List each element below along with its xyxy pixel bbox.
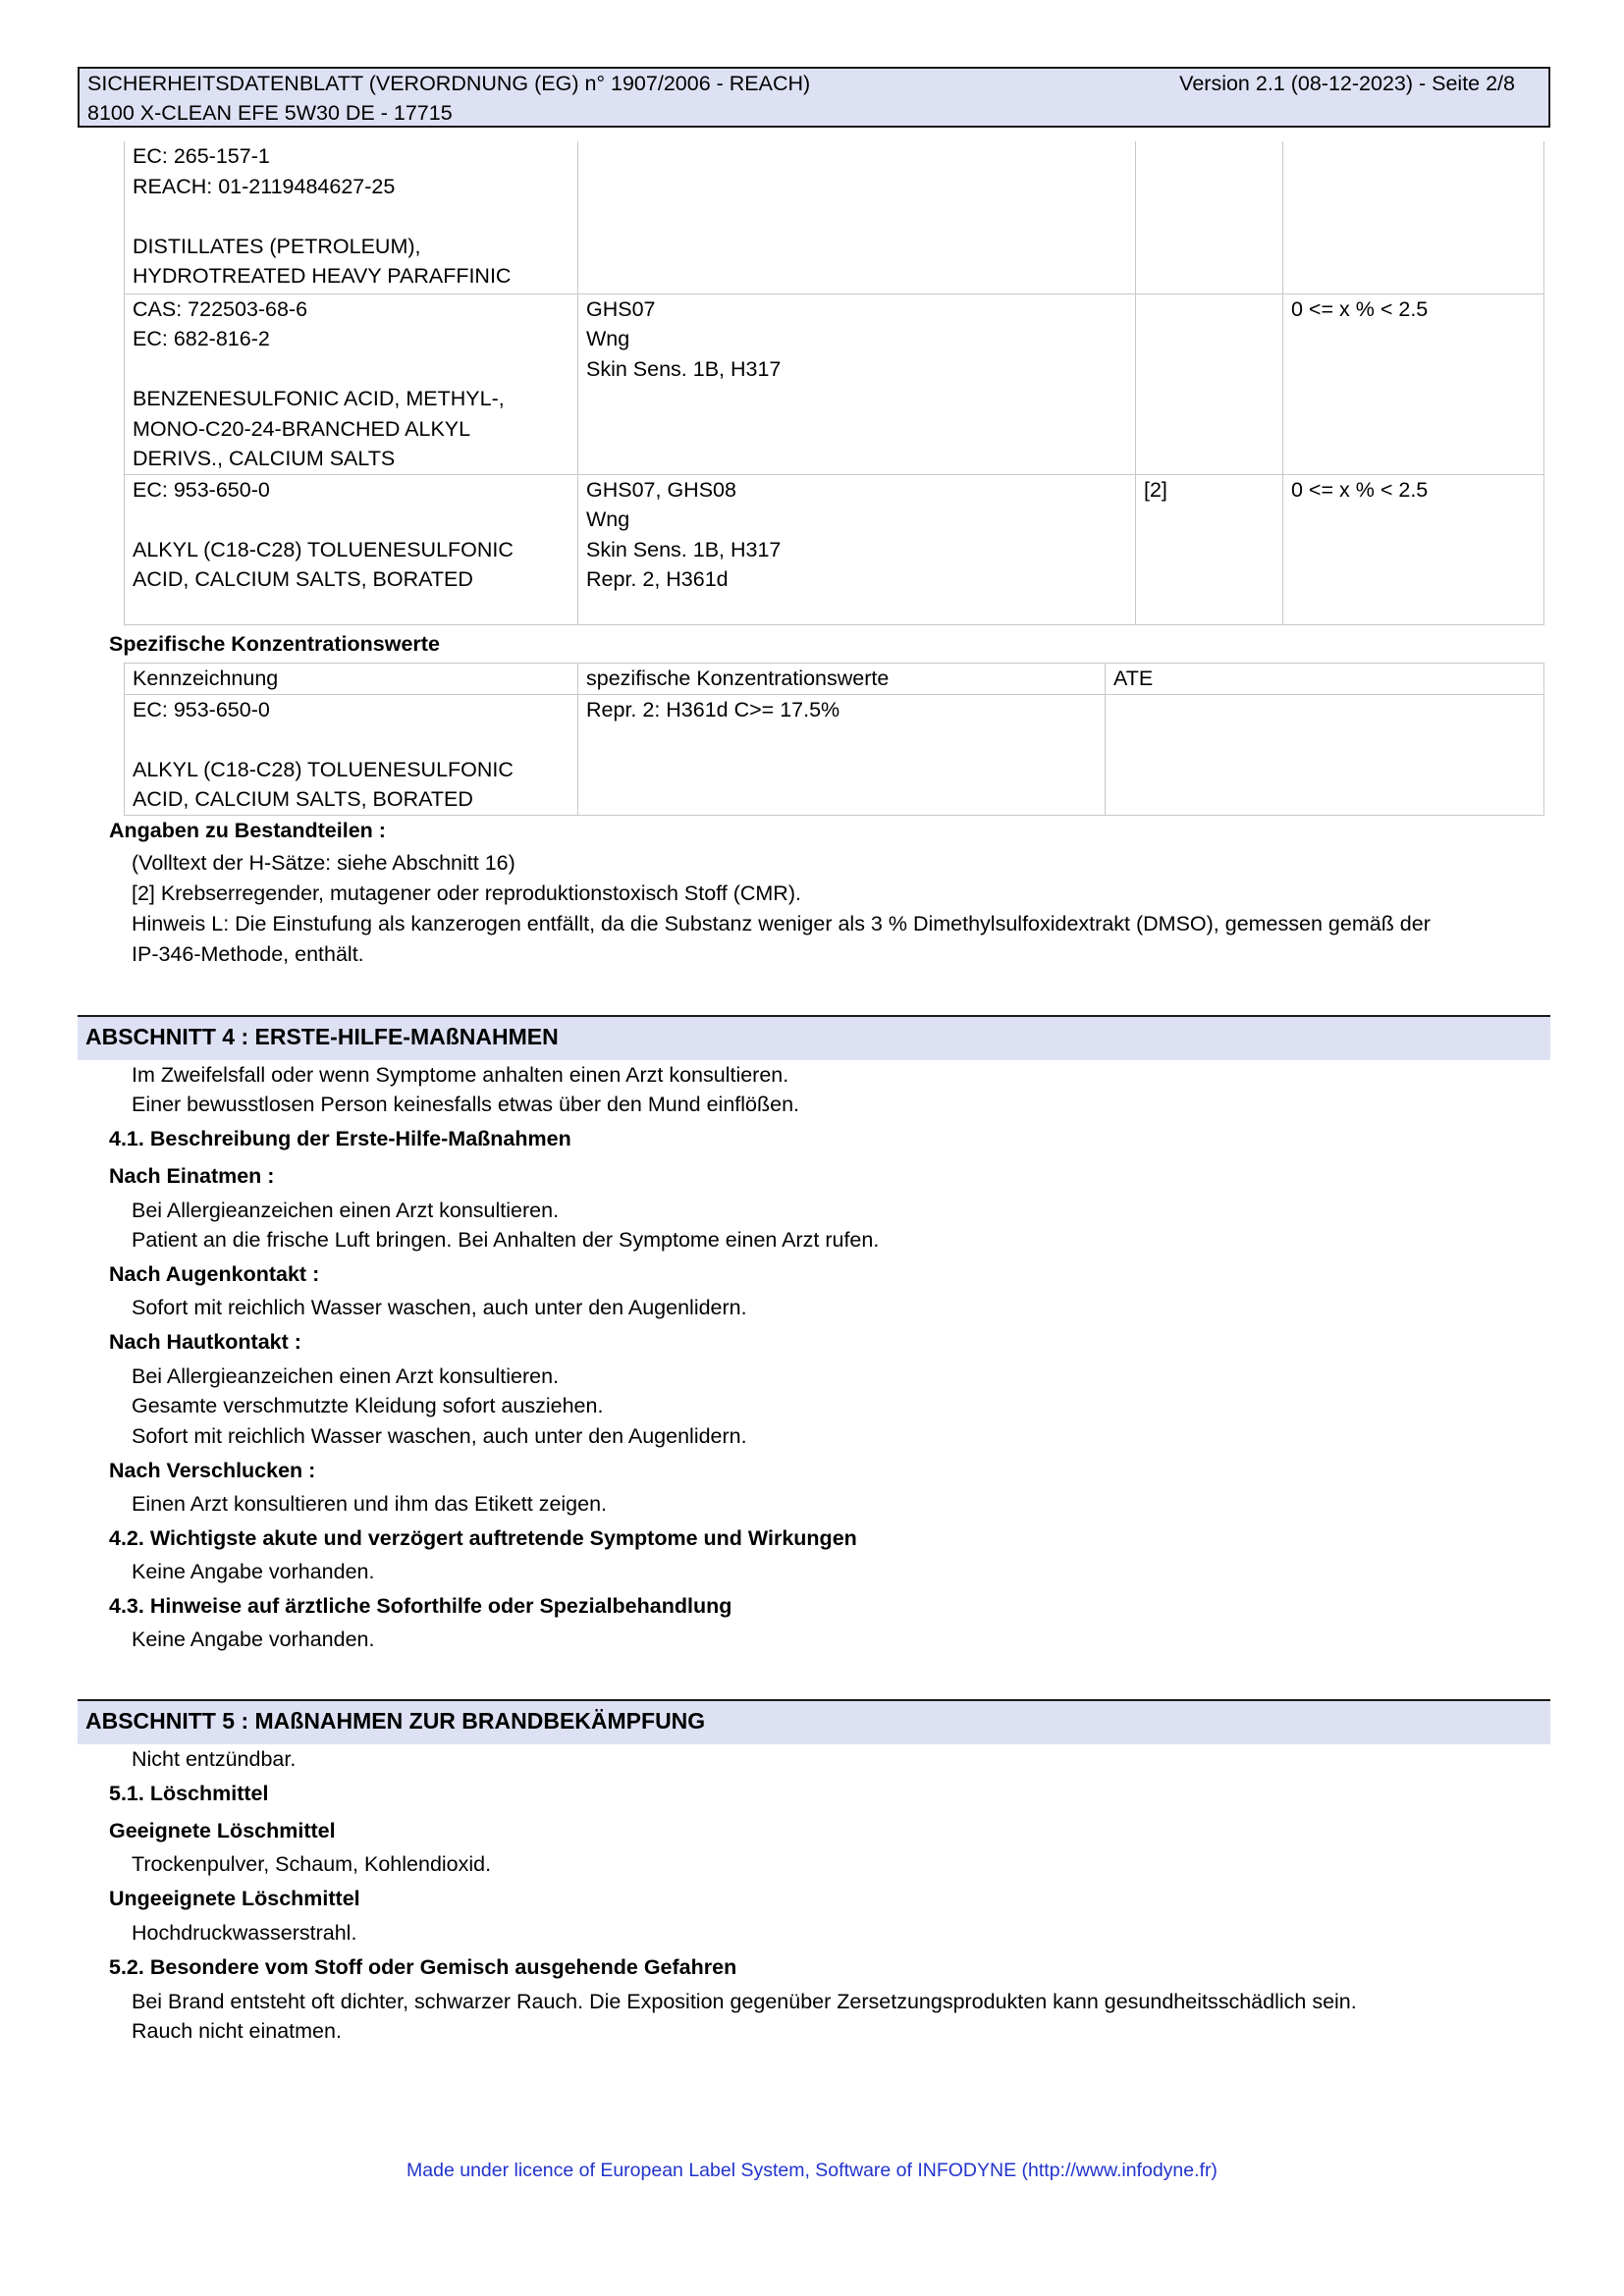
document-header bbox=[78, 67, 1550, 128]
section-5-header bbox=[78, 1699, 1550, 1744]
ingredients-line: Hinweis L: Die Einstufung als kanzerogen entfällt, da die Substanz weniger als 3 % Dimethylsulfoxidextrakt (DMSO), gemessen gemäß der bbox=[132, 912, 1431, 935]
skin-text: Sofort mit reichlich Wasser waschen, auch unter den Augenlidern. bbox=[132, 1424, 747, 1448]
cell-note bbox=[1136, 141, 1283, 294]
specific-concentration-table bbox=[124, 663, 1544, 816]
subsection-5-2-text: Bei Brand entsteht oft dichter, schwarzer Rauch. Die Exposition gegenüber Zersetzungsprodukten kann gesundheitsschädlich sein. bbox=[132, 1990, 1357, 2013]
ingredients-line: IP-346-Methode, enthält. bbox=[132, 942, 364, 966]
subsection-4-3-text: Keine Angabe vorhanden. bbox=[132, 1628, 375, 1651]
eye-heading: Nach Augenkontakt : bbox=[109, 1262, 320, 1286]
header-version: Version 2.1 (08-12-2023) - Seite 2/8 bbox=[1179, 72, 1515, 95]
header-concentration: spezifische Konzentrationswerte bbox=[578, 664, 1106, 695]
subsection-4-3: 4.3. Hinweise auf ärztliche Soforthilfe oder Spezialbehandlung bbox=[109, 1594, 732, 1618]
section-5-intro: Nicht entzündbar. bbox=[132, 1747, 297, 1771]
cell-identification: EC: 953-650-0 ALKYL (C18-C28) TOLUENESULFONIC ACID, CALCIUM SALTS, BORATED bbox=[125, 694, 578, 815]
table-row bbox=[125, 474, 1544, 624]
table-row bbox=[125, 694, 1544, 815]
cell-classification bbox=[578, 141, 1136, 294]
inhalation-text: Patient an die frische Luft bringen. Bei Anhalten der Symptome einen Arzt rufen. bbox=[132, 1228, 880, 1252]
specific-concentration-heading: Spezifische Konzentrationswerte bbox=[109, 632, 440, 656]
cell-percent bbox=[1283, 141, 1544, 294]
suitable-heading: Geeignete Löschmittel bbox=[109, 1819, 336, 1842]
table-row bbox=[125, 294, 1544, 474]
header-title: SICHERHEITSDATENBLATT (VERORDNUNG (EG) n° 1907/2006 - REACH) bbox=[87, 72, 811, 95]
unsuitable-text: Hochdruckwasserstrahl. bbox=[132, 1921, 357, 1945]
cell-identification: EC: 953-650-0 ALKYL (C18-C28) TOLUENESULFONIC ACID, CALCIUM SALTS, BORATED bbox=[125, 474, 578, 624]
cell-identification: CAS: 722503-68-6 EC: 682-816-2 BENZENESULFONIC ACID, METHYL-, MONO-C20-24-BRANCHED ALKYL DERIVS., CALCIUM SALTS bbox=[125, 294, 578, 474]
ingestion-text: Einen Arzt konsultieren und ihm das Etikett zeigen. bbox=[132, 1492, 608, 1516]
inhalation-heading: Nach Einatmen : bbox=[109, 1164, 275, 1188]
ingredients-heading: Angaben zu Bestandteilen : bbox=[109, 819, 386, 842]
section-4-intro: Einer bewusstlosen Person keinesfalls etwas über den Mund einflößen. bbox=[132, 1093, 800, 1116]
section-4-title: ABSCHNITT 4 : ERSTE-HILFE-MAßNAHMEN bbox=[85, 1024, 559, 1049]
skin-heading: Nach Hautkontakt : bbox=[109, 1330, 301, 1354]
skin-text: Gesamte verschmutzte Kleidung sofort ausziehen. bbox=[132, 1394, 604, 1417]
cell-percent: 0 <= x % < 2.5 bbox=[1283, 474, 1544, 624]
ingestion-heading: Nach Verschlucken : bbox=[109, 1459, 316, 1482]
header-product: 8100 X-CLEAN EFE 5W30 DE - 17715 bbox=[87, 101, 453, 125]
inhalation-text: Bei Allergieanzeichen einen Arzt konsultieren. bbox=[132, 1199, 560, 1222]
subsection-5-2-text: Rauch nicht einatmen. bbox=[132, 2019, 342, 2043]
section-4-intro: Im Zweifelsfall oder wenn Symptome anhalten einen Arzt konsultieren. bbox=[132, 1063, 789, 1087]
composition-table bbox=[124, 141, 1544, 625]
ingredients-line: [2] Krebserregender, mutagener oder reproduktionstoxisch Stoff (CMR). bbox=[132, 881, 801, 905]
eye-text: Sofort mit reichlich Wasser waschen, auch unter den Augenlidern. bbox=[132, 1296, 747, 1319]
cell-classification: GHS07, GHS08 Wng Skin Sens. 1B, H317 Repr. 2, H361d bbox=[578, 474, 1136, 624]
unsuitable-heading: Ungeeignete Löschmittel bbox=[109, 1887, 360, 1910]
suitable-text: Trockenpulver, Schaum, Kohlendioxid. bbox=[132, 1852, 492, 1876]
ingredients-line: (Volltext der H-Sätze: siehe Abschnitt 16) bbox=[132, 851, 515, 875]
section-4-header bbox=[78, 1015, 1550, 1060]
cell-percent: 0 <= x % < 2.5 bbox=[1283, 294, 1544, 474]
subsection-4-2: 4.2. Wichtigste akute und verzögert auftretende Symptome und Wirkungen bbox=[109, 1526, 857, 1550]
table-row bbox=[125, 141, 1544, 294]
subsection-5-1: 5.1. Löschmittel bbox=[109, 1782, 269, 1805]
cell-concentration: Repr. 2: H361d C>= 17.5% bbox=[578, 694, 1106, 815]
subsection-4-1: 4.1. Beschreibung der Erste-Hilfe-Maßnahmen bbox=[109, 1127, 571, 1150]
section-5-title: ABSCHNITT 5 : MAßNAHMEN ZUR BRANDBEKÄMPFUNG bbox=[85, 1708, 706, 1734]
subsection-5-2: 5.2. Besondere vom Stoff oder Gemisch ausgehende Gefahren bbox=[109, 1955, 737, 1979]
cell-identification: EC: 265-157-1 REACH: 01-2119484627-25 DISTILLATES (PETROLEUM), HYDROTREATED HEAVY PARAFFINIC bbox=[125, 141, 578, 294]
cell-note bbox=[1136, 294, 1283, 474]
header-ate: ATE bbox=[1106, 664, 1544, 695]
cell-ate bbox=[1106, 694, 1544, 815]
cell-note: [2] bbox=[1136, 474, 1283, 624]
subsection-4-2-text: Keine Angabe vorhanden. bbox=[132, 1560, 375, 1583]
header-kennzeichnung: Kennzeichnung bbox=[125, 664, 578, 695]
footer-licence-link[interactable]: Made under licence of European Label System, Software of INFODYNE (http://www.infodyne.fr) bbox=[406, 2160, 1218, 2181]
cell-classification: GHS07 Wng Skin Sens. 1B, H317 bbox=[578, 294, 1136, 474]
skin-text: Bei Allergieanzeichen einen Arzt konsultieren. bbox=[132, 1364, 560, 1388]
table-header-row bbox=[125, 664, 1544, 695]
